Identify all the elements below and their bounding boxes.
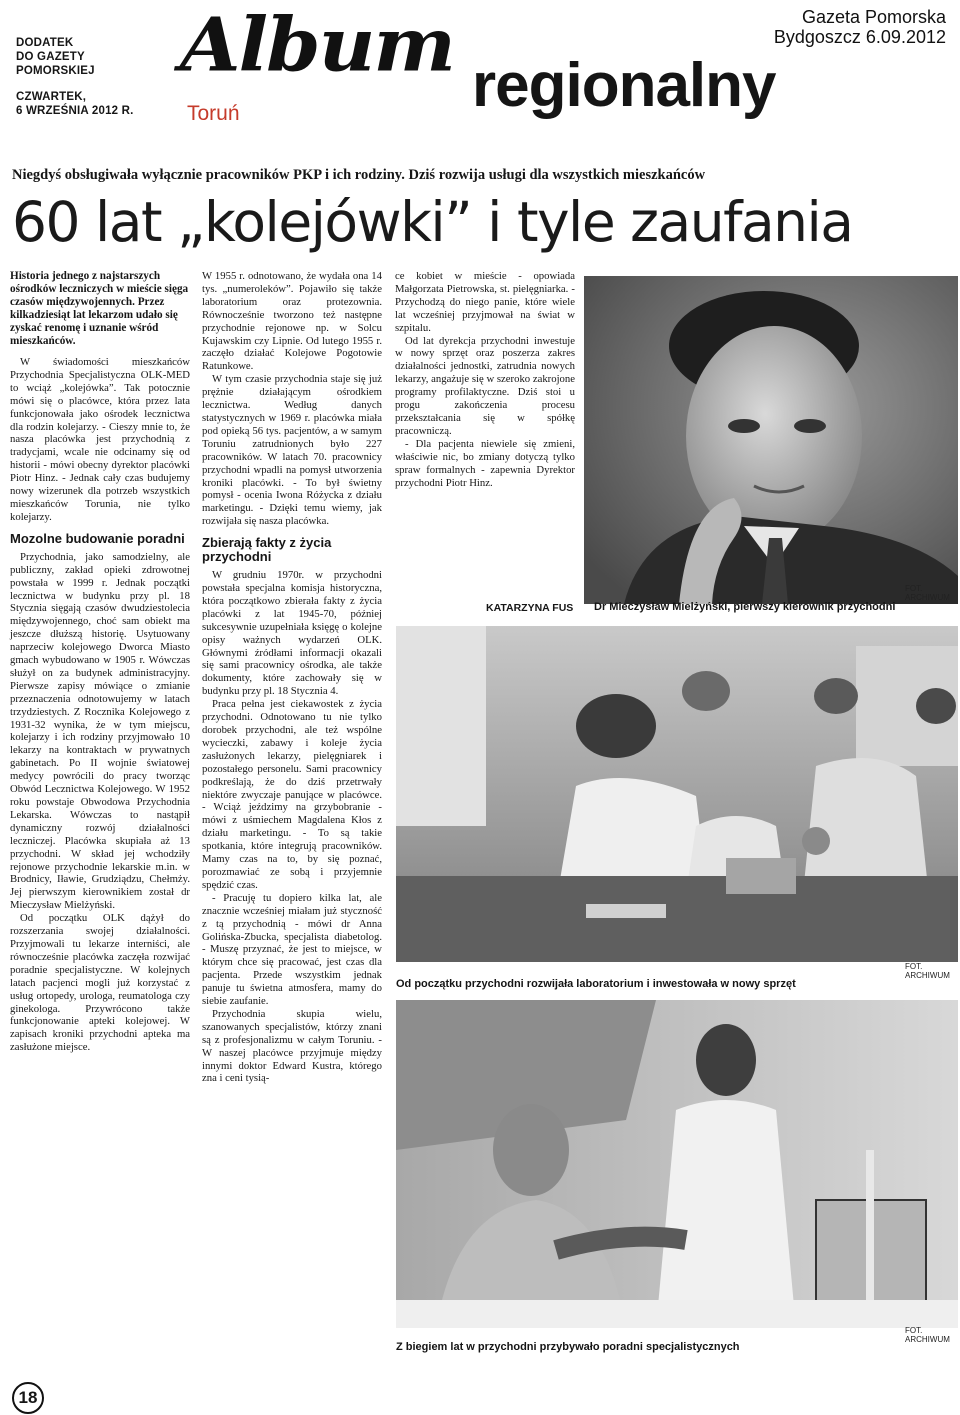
article-paragraph: Przychodnia, jako samodzielny, ale publiczny, zakład opieki zdrowotnej powstała w 1999 r. Jednak początki lecznictwa w budynku przy pl. 18 Stycznia sięgają czasów dwudziestolecia międzywojennego, choć sam obiekt ma jeszcze dłuższą historię. Usytuowany naprzeciw kolejowego Dworca Miasto gmach wybudowano w 1905 r. Wówczas służył on za budynek administracyjny. Pierwsze zapisy mówiące o zmianie przeznaczenia odnotowujemy w latach trzydziestych. Z Rocznika Kolejowego z 1931-32 wynika, że w tym miejscu, kolejarzy i ich rodziny przyjmowało 10 lekarzy na kontraktach w prywatnych gabinetach. Po II wojnie światowej medycy powrócili do pracy tworząc Obwód Lecznictwa Kolejowego. W 1952 roku powstaje Obwodowa Przychodnia Lekarska. Wówczas to nastąpił dynamiczny rozwój działalności leczniczej. Placówka skupiała aż 13 przychodni. W skład jej wchodziły rejonowe przychodnie lekarskie m.in. w Brodnicy, Iławie, Grudziądzu, Chełmży. Jej pierwszym kierownikiem został dr Mieczysław Mielżyński. bbox=[10, 550, 190, 912]
supplement-line: POMORSKIEJ bbox=[16, 65, 95, 77]
masthead-regionalny: regionalny bbox=[472, 51, 776, 120]
publication-info bbox=[16, 36, 134, 118]
article-paragraph: Od lat dyrekcja przychodni inwestuje w nowy sprzęt oraz poszerza zakres działalności jednostki, zatrudnia nowych lekarzy, angażuje się w szeroko zakrojone programy profilaktyczne. Dziś stoi u progu zakończenia procesu przekształcania się w spółkę pracowniczą. bbox=[395, 334, 575, 437]
article-paragraph: Praca pełna jest ciekawostek z życia przychodni. Odnotowano tu nie tylko dorobek przychodni, ale też wspólne wycieczki, zabawy i koleje życia zasłużonych lekarzy, pielęgniarek i pozostałego personelu. Sami pracownicy podkreślają, że do dziś przetrwały niektóre zwyczaje panujące w placówce. - Wciąż jeździmy na grzybobranie - mówi z uśmiechem Magdalena Kłos z działu marketingu. - To są takie spotkania, które integrują pracowników. Mamy czas na to, by się poznać, porozmawiać ze sobą i przyjemnie spędzić czas. bbox=[202, 698, 382, 891]
issue-date-line: 6 WRZEŚNIA 2012 R. bbox=[16, 105, 134, 117]
article-column-2 bbox=[202, 270, 382, 1085]
photo-credit: FOT. ARCHIWUM bbox=[905, 962, 950, 980]
article-subhead: Zbierają fakty z życia przychodni bbox=[202, 535, 332, 565]
supplement-line: DO GAZETY bbox=[16, 51, 85, 63]
source-stamp bbox=[774, 7, 946, 47]
supplement-line: DODATEK bbox=[16, 37, 74, 49]
article-paragraph: W świadomości mieszkańców Przychodnia Specjalistyczna OLK-MED to wciąż „kolejówka”. Tak potocznie mówi się o placówce, która przez lata funkcjonowała jako ośrodek lecznictwa dla rodzin kolejarzy. - Cieszy mnie to, że nasza placówka jest przychodnią z tradycjami, wcale nie odcinamy się od historii - mówi obecny dyrektor placówki Piotr Hinz. - Jednak cały czas budujemy nowy wizerunek dla potrzeb wszystkich mieszkańców Torunia, nie tylko kolejarzy. bbox=[10, 356, 190, 523]
article-paragraph: W tym czasie przychodnia staje się już prężnie działającym ośrodkiem lecznictwa. Według danych statystycznych w 1969 r. placówka miała pod opieką 56 tys. pacjentów, a w samym Toruniu zatrudnionych było 227 pracowników. W latach 70. pracownicy przychodni wpadli na pomysł utworzenia kroniki placówki. - To był świetny pomysł - ocenia Iwona Różycka z działu marketingu. - Dzięki temu wiemy, jak rozwijała się nasza placówka. bbox=[202, 373, 382, 528]
article-paragraph: W 1955 r. odnotowano, że wydała ona 14 tys. „numeroleków”. Pojawiło się także laboratorium oraz protezownia. Równocześnie tworzono też następne przychodnie rejonowe np. w Solcu Kujawskim czy Lipnie. Od lutego 1955 r. zaczęło działać Kolejowe Pogotowie Ratunkowe. bbox=[202, 270, 382, 373]
medical-exam-photo bbox=[396, 1000, 958, 1328]
article-column-1 bbox=[10, 270, 190, 1054]
masthead-album-logo: Album bbox=[180, 2, 454, 89]
page-number: 18 bbox=[12, 1382, 44, 1414]
masthead-city: Toruń bbox=[187, 102, 240, 125]
article-paragraph: ce kobiet w mieście - opowiada Małgorzata Pietrowska, st. pielęgniarka. -Przychodzą do niego panie, które wiele lat wcześniej przyjmował na świat w szpitalu. bbox=[395, 270, 575, 334]
photo-caption: Z biegiem lat w przychodni przybywało poradni specjalistycznych bbox=[396, 1341, 740, 1353]
laboratory-photo bbox=[396, 626, 958, 962]
article-paragraph: - Dla pacjenta niewiele się zmieni, właściwie nic, bo zmiany dotyczą tylko spraw formalnych - zapewnia Dyrektor przychodni Piotr Hinz. bbox=[395, 437, 575, 489]
article-paragraph: W grudniu 1970r. w przychodni powstała specjalna komisja historyczna, która początkowo zbierała fakty z życia placówki z lat 1945-70, później sukcesywnie uzupełniała księgę o kolejne opisy ważnych wydarzeń OLK. Głównymi źródłami informacji okazali się sami pracownicy ośrodka, ale także dokumenty, które zachowały się w budynku przy pl. 18 Stycznia 4. bbox=[202, 569, 382, 698]
photo-caption: Dr Mieczysław Mielżyński, pierwszy kierownik przychodni bbox=[594, 601, 896, 613]
article-column-3 bbox=[395, 270, 575, 489]
stamp-publication: Gazeta Pomorska bbox=[801, 7, 946, 27]
photo-credit: FOT. ARCHIWUM bbox=[905, 1326, 950, 1344]
portrait-photo bbox=[584, 276, 958, 604]
article-paragraph: Przychodnia skupia wielu, szanowanych specjalistów, którzy znani są z profesjonalizmu w całym Toruniu. - W naszej placówce przyjmuje między innymi doktor Edward Kustra, którego zna i ceni tysią- bbox=[202, 1007, 382, 1085]
issue-date-line: CZWARTEK, bbox=[16, 91, 87, 103]
photo-credit: FOT. ARCHIWUM bbox=[905, 584, 950, 602]
stamp-date: Bydgoszcz 6.09.2012 bbox=[773, 27, 946, 47]
article-kicker: Niegdyś obsługiwała wyłącznie pracowników PKP i ich rodziny. Dziś rozwija usługi dla wszystkich mieszkańców bbox=[12, 167, 706, 183]
article-subhead: Mozolne budowanie poradni bbox=[10, 530, 185, 546]
article-paragraph: Od początku OLK dążył do rozszerzania swojej działalności. Przyjmowali tu lekarze interniści, ale równocześnie placówka zaczęła rozwijać poradnie specjalistyczne. W kolejnych latach pacjenci mogli już korzystać z usług ortopedy, urologa, reumatologa czy ginekologa. Przywrócono także funkcjonowanie apteki kolejowej. W zapisach kroniki przychodni apteka ma zasłużone miejsce. bbox=[10, 912, 190, 1054]
article-headline: 60 lat „kolejówki” i tyle zaufania bbox=[12, 190, 853, 254]
article-paragraph: - Pracuję tu dopiero kilka lat, ale znacznie wcześniej miałam już styczność z tą przychodnią - mówi dr Anna Golińska-Zbucka, specjalista diabetolog. - Muszę przyznać, że jest to miejsce, w którym chce się pracować, jest czas dla pacjenta. Przede wszystkim jednak panuje tu świetna atmosfera, mamy do siebie zaufanie. bbox=[202, 891, 382, 1008]
article-byline: KATARZYNA FUS bbox=[486, 602, 574, 614]
photo-caption: Od początku przychodni rozwijała laboratorium i inwestowała w nowy sprzęt bbox=[396, 978, 796, 990]
article-lead: Historia jednego z najstarszych ośrodków leczniczych w mieście sięga czasów międzywojennych. Przez kilkadziesiąt lat lekarzom udało się zyskać renomę i uznanie wśród mieszkańców. bbox=[10, 270, 189, 347]
